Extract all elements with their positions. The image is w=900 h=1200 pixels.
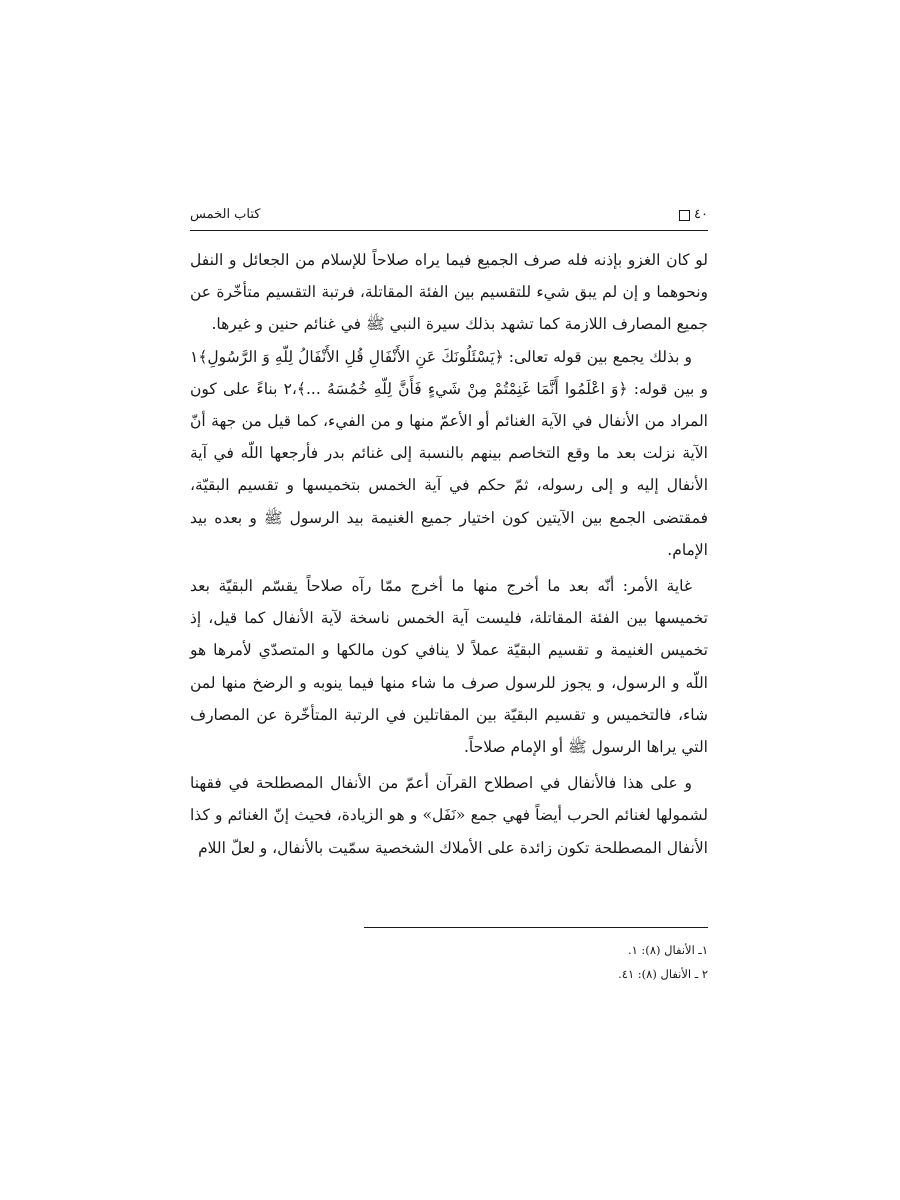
header-divider bbox=[190, 230, 708, 231]
paragraph-1: لو كان الغزو بإذنه فله صرف الجميع فيما يراه صلاحاً للإسلام من الجعائل و النفل ونحوهما و إن لم يبق شيء للتقسيم بين الفئة المقاتلة، فرتبة التقسيم متأخّرة عن جميع المصارف اللازمة كما تشهد بذلك سيرة النبي ﷺ في غنائم حنين و غيرها. bbox=[190, 251, 708, 334]
paragraph-3: غاية الأمر: أنّه بعد ما أخرج منها ما أخرج ممّا رآه صلاحاً يقسّم البقيّة بعد تخميسها بين الفئة المقاتلة، فليست آية الخمس ناسخة لآية الأنفال كما قيل، إذ تخميس الغنيمة و تقسيم البقيّة عملاً لا ينافي كون مالكها و المتصدّي لأمرها هو اللّه و الرسول، و يجوز للرسول صرف ما شاء منها فيما ينوبه و الرضخ منها لمن شاء، فالتخميس و تقسيم البقيّة بين المقاتلين في الرتبة المتأخّرة عن المصارف التي يراها الرسول ﷺ أو الإمام صلاحاً. bbox=[190, 577, 708, 757]
page-number: ٤٠ bbox=[694, 207, 708, 222]
page-number-group bbox=[679, 204, 708, 226]
book-page bbox=[190, 190, 708, 990]
footnote-divider bbox=[364, 927, 708, 928]
main-text bbox=[190, 244, 708, 864]
footnote-1: ١ـ الأنفال (٨): ١. bbox=[627, 943, 708, 957]
paragraph-2: و بذلك يجمع بين قوله تعالى: ﴿يَسْئَلُونَكَ عَنِ الأَنْفَالِ قُلِ الأَنْفَالُ لِلّهِ وَ الرَّسُولِ﴾١ و بين قوله: ﴿وَ اعْلَمُوا أَنَّمَا غَنِمْتُمْ مِنْ شَيءٍ فَأَنَّ لِلّهِ خُمُسَهُ ...﴾،٢ بناءً على كون المراد من الأنفال في الآية الغنائم أو الأعمّ منها و من الفيء، كما قيل من جهة أنّ الآية نزلت بعد ما وقع التخاصم بينهم بالنسبة إلى غنائم بدر فأرجعها اللّه في آية الأنفال إليه و إلى رسوله، ثمّ حكم في آية الخمس بتخميسها و تقسيم البقيّة، فمقتضى الجمع بين الآيتين كون اختيار جميع الغنيمة بيد الرسول ﷺ و بعده بيد الإمام. bbox=[190, 347, 708, 559]
footnotes bbox=[190, 938, 708, 986]
running-header bbox=[190, 204, 708, 226]
book-title: كتاب الخمس bbox=[190, 207, 261, 222]
footnote-2: ٢ ـ الأنفال (٨): ٤١. bbox=[618, 967, 708, 981]
paragraph-4: و على هذا فالأنفال في اصطلاح القرآن أعمّ من الأنفال المصطلحة في فقهنا لشمولها لغنائم الحرب أيضاً فهي جمع «نَفَل» و هو الزيادة، فحيث إنّ الغنائم و كذا الأنفال المصطلحة تكون زائدة على الأملاك الشخصية سمّيت بالأنفال، و لعلّ اللام bbox=[190, 774, 708, 857]
square-ornament-icon bbox=[679, 210, 690, 221]
